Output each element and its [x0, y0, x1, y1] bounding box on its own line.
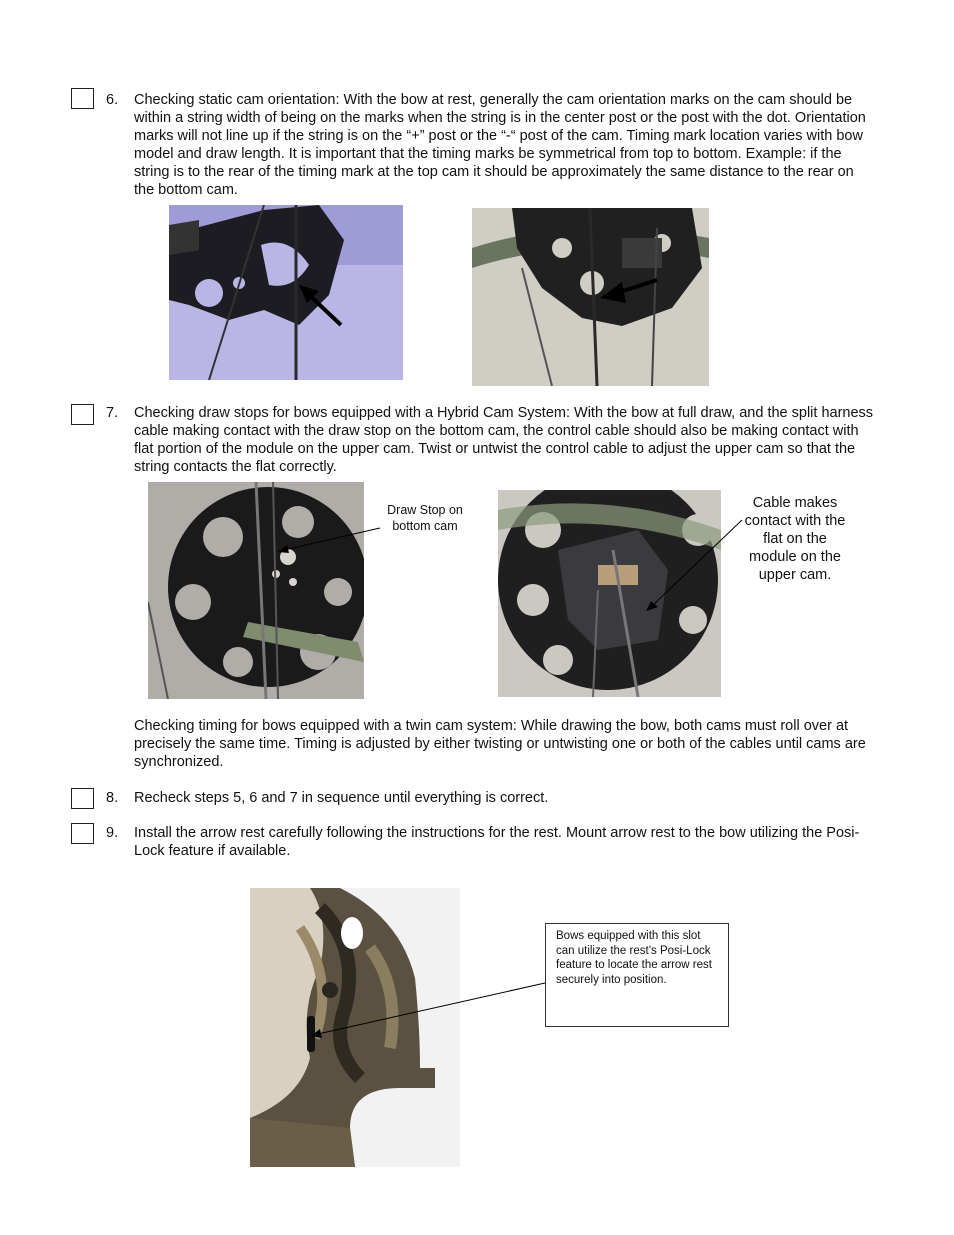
step-8-checkbox[interactable]	[71, 788, 94, 809]
bottom-cam-photo	[472, 208, 709, 386]
step-6-checkbox[interactable]	[71, 88, 94, 109]
riser-posi-lock-photo	[250, 888, 460, 1167]
twin-cam-text: Checking timing for bows equipped with a twin cam system: While drawing the bow, both cams must roll over at precisely the same time. Timing is adjusted by either twisting or untwisting one or both of the cables until cams are synchronized.	[134, 718, 866, 770]
step-6-number: 6.	[106, 92, 119, 108]
posi-lock-note: Bows equipped with this slot can utilize the rest’s Posi-Lock feature to locate the arrow rest securely into position.	[545, 923, 729, 1027]
step-6-text: Checking static cam orientation: With the bow at rest, generally the cam orientation marks on the cam should be within a string width of being on the marks when the string is in the center post or the post with the dot. Orientation marks will not line up if the string is on the “+” post or the “-“ post of the cam. Timing mark location varies with bow model and draw length. It is important that the timing marks be symmetrical from top to bottom. Example: if the string is to the rear of the timing mark at the top cam it should be approximately the same distance to the rear on the bottom cam.	[134, 92, 866, 198]
step-9-checkbox[interactable]	[71, 823, 94, 844]
draw-stop-photo	[148, 482, 364, 699]
cable-contact-caption: Cable makes contact with the flat on the module on the upper cam.	[744, 495, 846, 583]
step-7-number: 7.	[106, 405, 119, 421]
step-7-text: Checking draw stops for bows equipped with a Hybrid Cam System: With the bow at full draw, and the split harness cable making contact with the draw stop on the bottom cam, the control cable should also be making contact with flat portion of the module on the upper cam. Twist or untwist the control cable to adjust the upper cam so that the string contacts the flat correctly.	[134, 405, 874, 475]
step-8-text: Recheck steps 5, 6 and 7 in sequence until everything is correct.	[134, 790, 549, 806]
upper-cam-contact-photo	[498, 490, 721, 697]
step-9-number: 9.	[106, 825, 119, 841]
step-9-text: Install the arrow rest carefully following the instructions for the rest. Mount arrow rest to the bow utilizing the Posi-Lock feature if available.	[134, 825, 860, 859]
draw-stop-caption: Draw Stop on bottom cam	[387, 503, 463, 533]
step-8-number: 8.	[106, 790, 119, 806]
top-cam-photo	[169, 205, 403, 380]
step-7-checkbox[interactable]	[71, 404, 94, 425]
